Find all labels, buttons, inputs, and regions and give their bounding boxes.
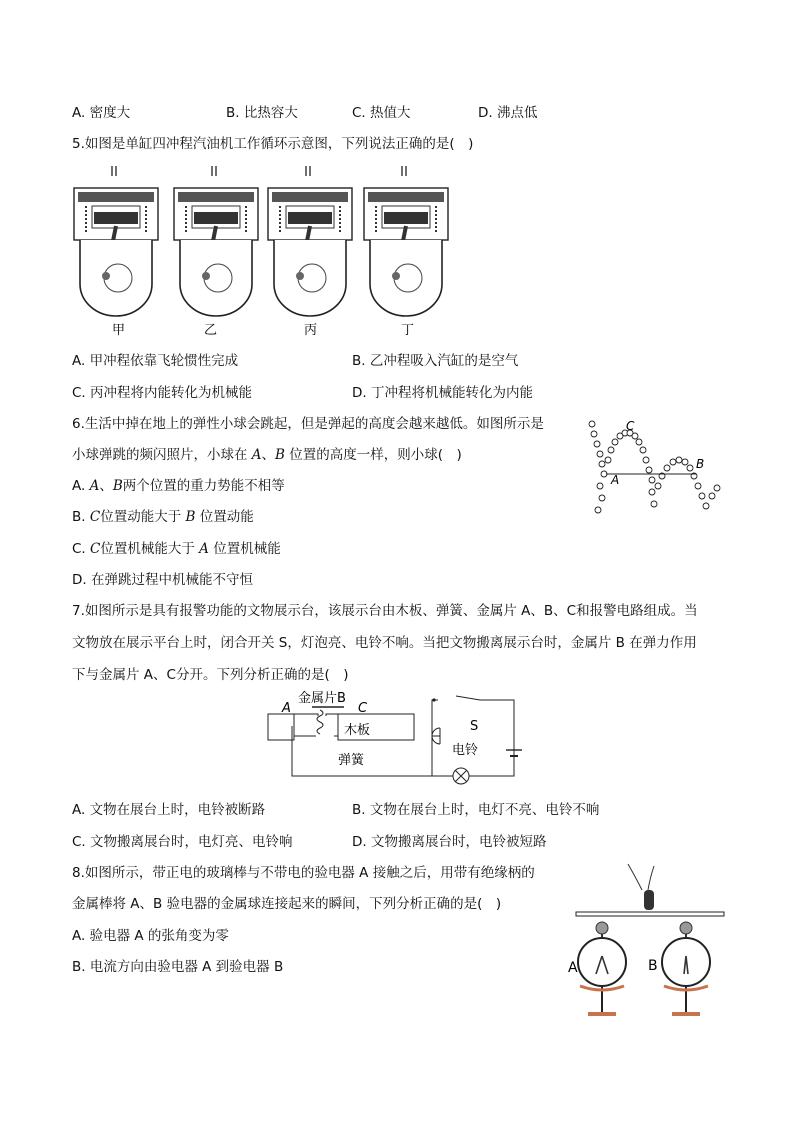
circuit-label-a: A (282, 701, 291, 716)
electroscope-a (578, 922, 626, 1016)
q6-option-a: A. A、B两个位置的重力势能不相等 (72, 478, 285, 494)
q7-stem-line3: 下与金属片 A、C分开。下列分析正确的是( ) (72, 667, 349, 683)
q4-option-b: B. 比热容大 (226, 105, 298, 121)
q5-option-b: B. 乙冲程吸入汽缸的是空气 (352, 353, 519, 369)
q5-option-c: C. 丙冲程将内能转化为机械能 (72, 385, 253, 401)
electroscope-b (662, 922, 710, 1016)
q4-option-c: C. 热值大 (352, 105, 411, 121)
q4-option-a: A. 密度大 (72, 105, 131, 121)
q7-option-c: C. 文物搬离展台时，电灯亮、电铃响 (72, 834, 293, 850)
q5-option-d: D. 丁冲程将机械能转化为内能 (352, 385, 533, 401)
q4-option-d: D. 沸点低 (478, 105, 538, 121)
engine-figure (364, 166, 448, 316)
engine-label-jia: 甲 (112, 323, 126, 338)
q8-stem-line2: 金属棒将 A、B 验电器的金属球连接起来的瞬间，下列分析正确的是( ) (72, 896, 502, 912)
alarm-circuit-diagram (268, 686, 528, 790)
q6-option-c: C. C位置机械能大于 A 位置机械能 (72, 541, 281, 557)
ball-label-b: B (696, 457, 705, 471)
engine-figure (268, 166, 352, 316)
q7-stem-line1: 7.如图所示是具有报警功能的文物展示台，该展示台由木板、弹簧、金属片 A、B、C和报警电路组成。当 (72, 603, 698, 619)
circuit-label-bell: 电铃 (452, 743, 479, 758)
engine-label-bing: 丙 (304, 323, 318, 338)
bouncing-ball-photo (578, 414, 726, 518)
engine-figure (174, 166, 258, 316)
q7-option-d: D. 文物搬离展台时，电铃被短路 (352, 834, 547, 850)
q8-stem-line1: 8.如图所示，带正电的玻璃棒与不带电的验电器 A 接触之后，用带有绝缘柄的 (72, 865, 535, 881)
ball-label-a: A (611, 473, 620, 487)
circuit-label-board: 木板 (344, 723, 371, 738)
circuit-label-c: C (358, 701, 368, 716)
ball-label-c: C (626, 419, 635, 433)
engine-label-ding: 丁 (401, 323, 415, 338)
q5-option-a: A. 甲冲程依靠飞轮惯性完成 (72, 353, 239, 369)
circuit-label-s: S (470, 719, 479, 734)
q8-option-a: A. 验电器 A 的张角变为零 (72, 928, 229, 944)
circuit-label-spring: 弹簧 (338, 753, 365, 768)
q8-option-b: B. 电流方向由验电器 A 到验电器 B (72, 959, 284, 975)
electroscope-label-b: B (648, 958, 658, 974)
engine-diagrams (68, 166, 415, 342)
electroscope-label-a: A (568, 960, 578, 976)
q6-option-b: B. C位置动能大于 B 位置动能 (72, 509, 254, 525)
q6-stem-line2: 小球弹跳的频闪照片，小球在 A、B 位置的高度一样，则小球( ) (72, 447, 462, 463)
q7-stem-line2: 文物放在展示平台上时，闭合开关 S，灯泡亮、电铃不响。当把文物搬离展示台时，金属片 B 在弹力作用 (72, 635, 697, 651)
q5-stem: 5.如图是单缸四冲程汽油机工作循环示意图，下列说法正确的是( ) (72, 136, 474, 152)
q6-stem-line1: 6.生活中掉在地上的弹性小球会跳起，但是弹起的高度会越来越低。如图所示是 (72, 416, 544, 432)
q7-option-a: A. 文物在展台上时，电铃被断路 (72, 802, 266, 818)
engine-figure (74, 166, 158, 316)
q7-option-b: B. 文物在展台上时，电灯不亮、电铃不响 (352, 802, 600, 818)
q6-option-d: D. 在弹跳过程中机械能不守恒 (72, 572, 253, 588)
electroscope-diagram (566, 864, 726, 1024)
circuit-label-metal: 金属片B (298, 691, 346, 706)
engine-label-yi: 乙 (204, 323, 218, 338)
